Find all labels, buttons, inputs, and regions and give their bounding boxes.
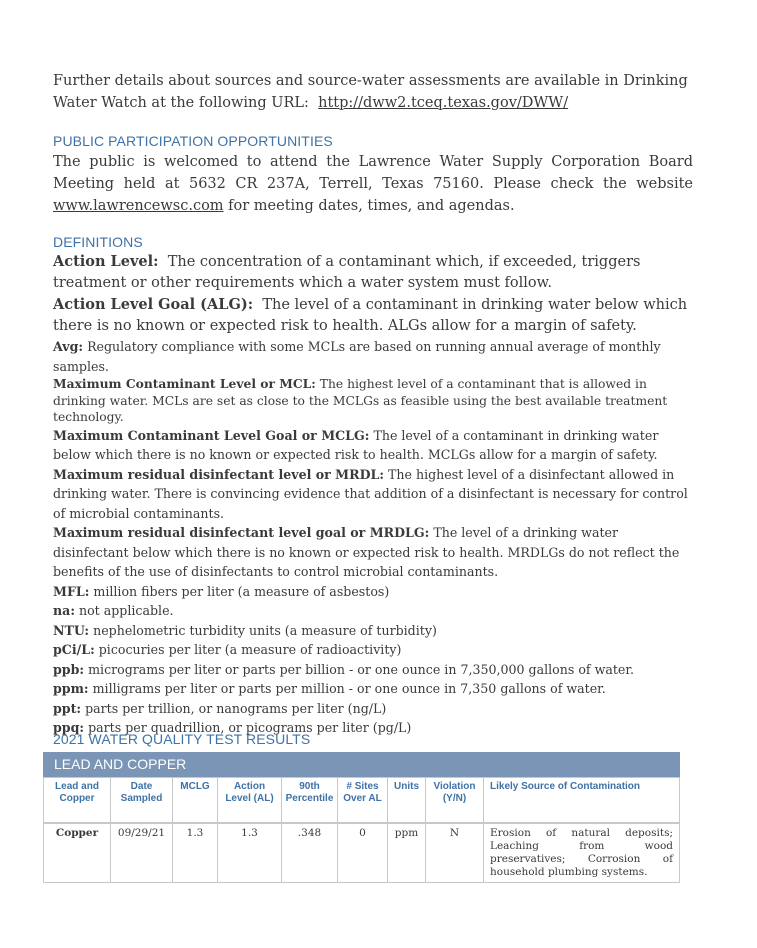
definition-term: pCi/L:: [53, 642, 95, 657]
definition-term: ppt:: [53, 700, 82, 716]
table-cell: Erosion of natural deposits; Leaching from wood preservatives; Corrosion of household plumbing systems.: [484, 823, 680, 883]
definition-item: [53, 621, 693, 641]
definition-text: The level of a drinking water disinfectant below which there is no known or expected risk to health. MRDLGs do not reflect the benefits of the use of disinfectants to control microbial contaminants.: [53, 525, 680, 579]
definition-term: Avg:: [53, 339, 84, 354]
definition-text: picocuries per liter (a measure of radioactivity): [98, 642, 402, 657]
definition-term: Maximum Contaminant Level Goal or MCLG:: [53, 427, 370, 443]
column-header: # Sites Over AL: [338, 778, 388, 824]
definition-text: nephelometric turbidity units (a measure of turbidity): [93, 622, 437, 638]
column-header: Date Sampled: [111, 778, 173, 824]
definition-text: The level of a contaminant in drinking water below which there is no known or expected risk to health. MCLGs allow for a margin of safety.: [53, 427, 659, 462]
definition-term: Action Level Goal (ALG):: [53, 296, 254, 313]
table-cell: ppm: [388, 823, 426, 883]
column-header: Violation (Y/N): [426, 778, 484, 824]
definition-text: The highest level of a contaminant that is allowed in drinking water. MCLs are set as close to the MCLGs as feasible using the best available treatment technology.: [53, 377, 668, 424]
public-participation-text-after: for meeting dates, times, and agendas.: [228, 198, 515, 214]
document-page: [53, 70, 693, 738]
definition-term: MFL:: [53, 583, 90, 599]
definition-item: [53, 601, 693, 621]
table-cell: N: [426, 823, 484, 883]
definition-item: [53, 640, 693, 660]
intro-text: Further details about sources and source-water assessments are available in Drinking Water Watch at the following URL:: [53, 73, 688, 111]
results-heading: 2021 WATER QUALITY TEST RESULTS: [53, 731, 311, 747]
definition-text: not applicable.: [78, 603, 174, 618]
public-participation-text: The public is welcomed to attend the Lawrence Water Supply Corporation Board Meeting held at 5632 CR 237A, Terrell, Texas 75160. Please check the website: [53, 154, 693, 192]
definition-term: Action Level:: [53, 253, 159, 270]
definition-text: parts per trillion, or nanograms per liter (ng/L): [85, 700, 387, 716]
definitions-heading: DEFINITIONS: [53, 234, 143, 250]
table-cell: Copper: [44, 823, 111, 883]
table-cell: .348: [282, 823, 338, 883]
lead-copper-table: [43, 777, 680, 883]
public-participation-paragraph: [53, 151, 693, 217]
table-cell: 09/29/21: [111, 823, 173, 883]
definition-item: [53, 376, 693, 426]
definition-item: [53, 679, 693, 699]
definition-item: [53, 465, 693, 524]
definition-item: [53, 251, 693, 294]
intro-paragraph: [53, 70, 693, 114]
definition-item: [53, 426, 693, 465]
definition-text: The level of a contaminant in drinking water below which there is no known or expected risk to health. ALGs allow for a margin of safety.: [53, 297, 688, 334]
table-cell: 1.3: [173, 823, 218, 883]
table-header-row: [44, 778, 680, 824]
website-link[interactable]: www.lawrencewsc.com: [53, 198, 224, 214]
column-header: 90th Percentile: [282, 778, 338, 824]
column-header: Lead and Copper: [44, 778, 111, 824]
definition-term: Maximum residual disinfectant level goal or MRDLG:: [53, 525, 430, 540]
definition-text: milligrams per liter or parts per million - or one ounce in 7,350 gallons of water.: [92, 681, 606, 696]
column-header: Likely Source of Contamination: [484, 778, 680, 824]
definition-term: NTU:: [53, 622, 90, 638]
definition-item: [53, 294, 693, 337]
table-cell: 1.3: [218, 823, 282, 883]
definition-term: Maximum Contaminant Level or MCL:: [53, 376, 316, 391]
definition-term: ppm:: [53, 681, 89, 696]
dww-link[interactable]: http://dww2.tceq.texas.gov/DWW/: [318, 95, 569, 111]
column-header: Units: [388, 778, 426, 824]
lead-copper-table-container: [43, 752, 680, 883]
definition-text: million fibers per liter (a measure of asbestos): [93, 583, 390, 599]
definition-text: The highest level of a disinfectant allowed in drinking water. There is convincing evidence that addition of a disinfectant is necessary for control of microbial contaminants.: [53, 466, 688, 521]
table-title: LEAD AND COPPER: [43, 752, 680, 777]
column-header: Action Level (AL): [218, 778, 282, 824]
table-row: [44, 823, 680, 883]
definition-term: ppq:: [53, 720, 85, 735]
definition-text: The concentration of a contaminant which, if exceeded, triggers treatment or other requirements which a water system must follow.: [53, 254, 641, 291]
definition-item: [53, 337, 693, 376]
definition-item: [53, 699, 693, 719]
definition-item: [53, 523, 693, 582]
definition-text: parts per quadrillion, or picograms per liter (pg/L): [88, 720, 412, 735]
definition-text: Regulatory compliance with some MCLs are based on running annual average of monthly samples.: [53, 339, 661, 374]
public-participation-heading: PUBLIC PARTICIPATION OPPORTUNITIES: [53, 133, 333, 149]
definition-text: micrograms per liter or parts per billion - or one ounce in 7,350,000 gallons of water.: [88, 661, 635, 677]
definition-item: [53, 582, 693, 602]
definition-item: [53, 660, 693, 680]
definition-term: Maximum residual disinfectant level or MRDL:: [53, 466, 384, 482]
definition-term: na:: [53, 603, 75, 618]
definition-term: ppb:: [53, 661, 85, 677]
table-cell: 0: [338, 823, 388, 883]
column-header: MCLG: [173, 778, 218, 824]
